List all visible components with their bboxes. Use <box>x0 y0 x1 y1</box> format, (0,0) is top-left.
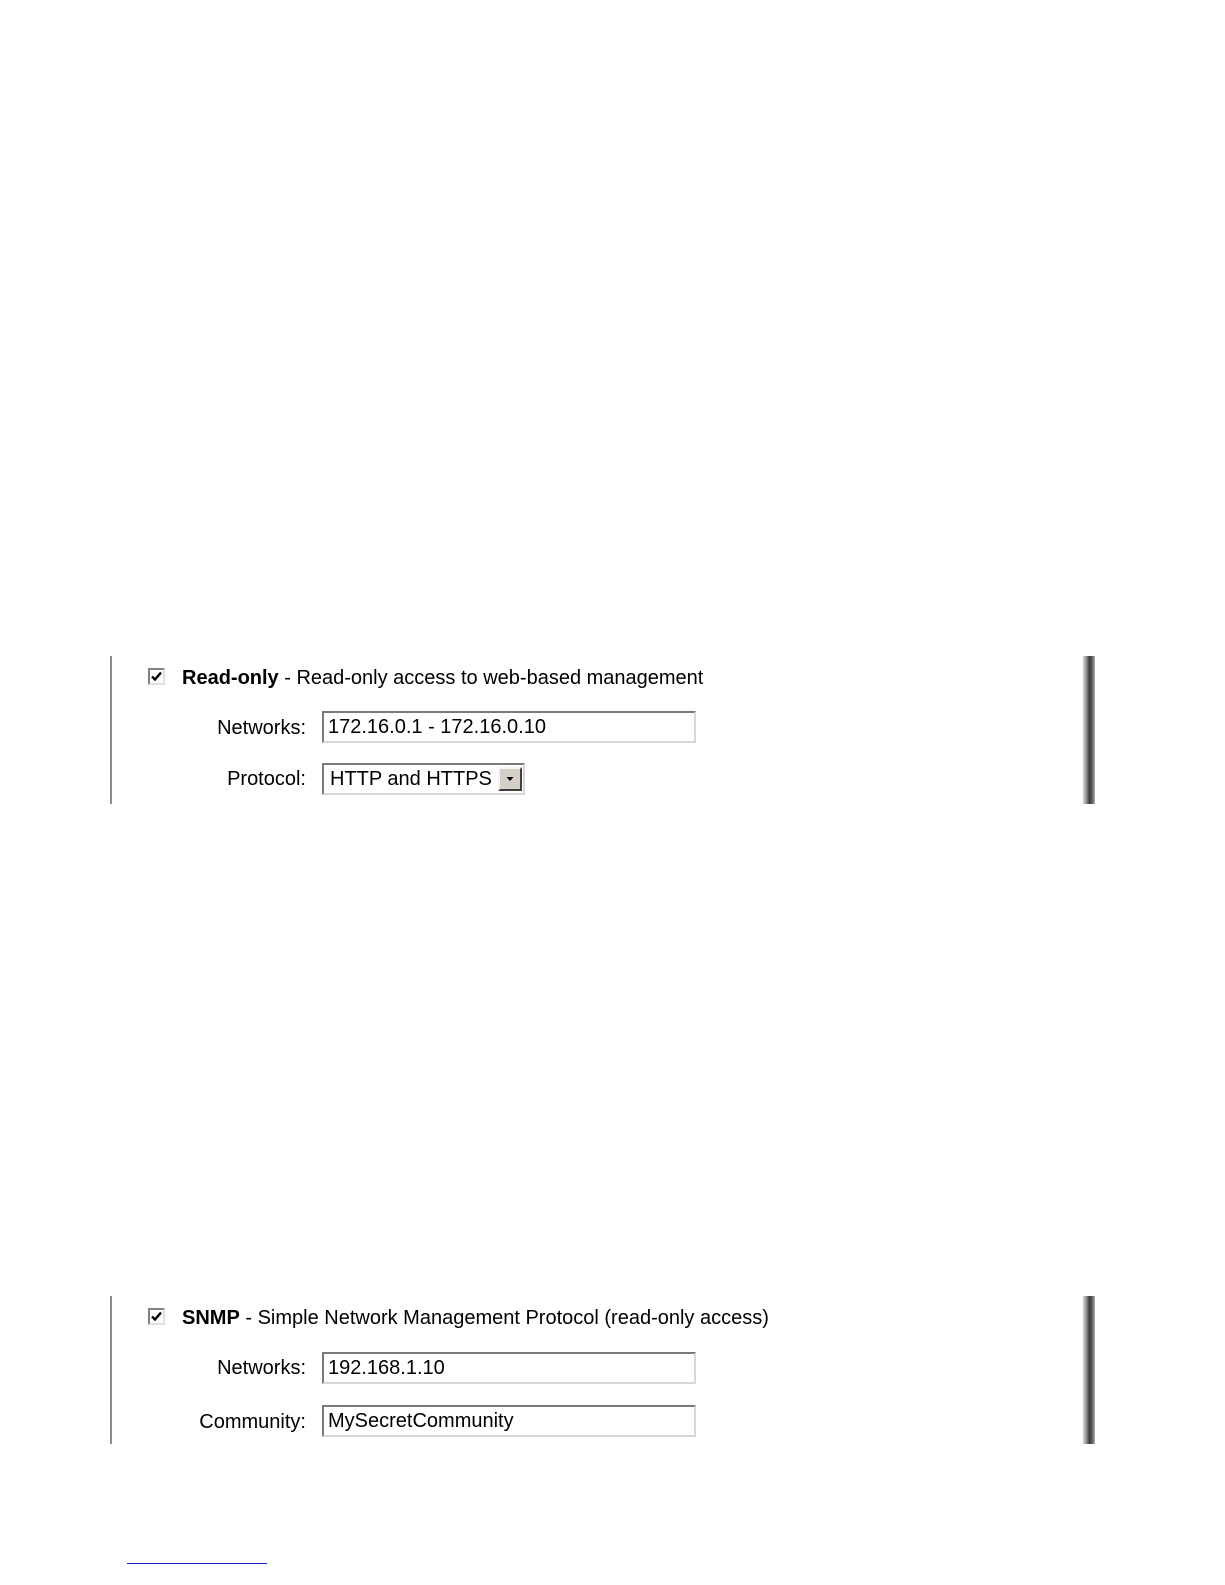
readonly-title: Read-only <box>182 667 279 689</box>
readonly-networks-input[interactable] <box>322 711 696 743</box>
protocol-label: Protocol: <box>227 768 306 790</box>
readonly-settings-panel <box>110 656 1095 804</box>
readonly-networks-label: Networks: <box>217 717 306 739</box>
snmp-heading <box>182 1305 769 1331</box>
readonly-heading <box>182 665 703 691</box>
chevron-down-icon <box>505 776 515 782</box>
protocol-selected-value: HTTP and HTTPS <box>330 768 492 790</box>
snmp-description: - Simple Network Management Protocol (read-only access) <box>239 1307 769 1329</box>
checkmark-icon <box>150 670 163 683</box>
panel-scrollbar-edge <box>1083 656 1095 804</box>
panel-scrollbar-edge <box>1083 1296 1095 1444</box>
checkmark-icon <box>150 1310 163 1323</box>
snmp-networks-input[interactable] <box>322 1352 696 1384</box>
snmp-checkbox[interactable] <box>148 1308 165 1325</box>
snmp-title: SNMP <box>182 1307 240 1329</box>
dropdown-arrow-button[interactable] <box>498 767 522 791</box>
snmp-settings-panel <box>110 1296 1095 1444</box>
footer-link-underline <box>127 1563 267 1564</box>
snmp-networks-label: Networks: <box>217 1357 306 1379</box>
readonly-description: - Read-only access to web-based management <box>278 667 704 689</box>
readonly-checkbox[interactable] <box>148 668 165 685</box>
protocol-select[interactable] <box>322 763 525 795</box>
community-label: Community: <box>199 1411 306 1433</box>
community-input[interactable] <box>322 1405 696 1437</box>
